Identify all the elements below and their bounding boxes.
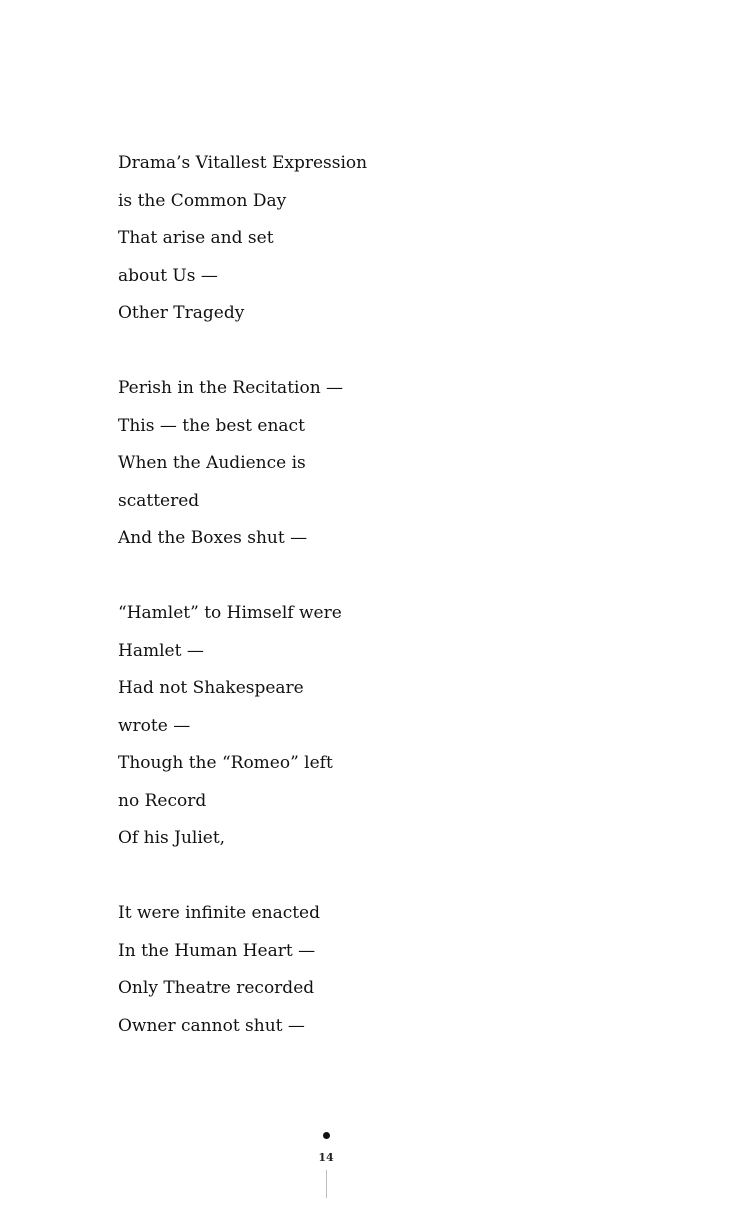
poem-line: When the Audience is [118, 453, 306, 473]
stanza [118, 145, 618, 333]
poem-line: In the Human Heart — [118, 940, 316, 961]
poem-line: about Us — [118, 265, 218, 286]
poem-line: That arise and set [118, 228, 274, 248]
poem-line: Drama’s Vitallest Expression [118, 153, 368, 173]
poem-line: This — the best enact [118, 415, 305, 436]
poem-line: Owner cannot shut — [118, 1015, 305, 1036]
poem-line: no Record [118, 790, 207, 811]
poem-line: Perish in the Recitation — [118, 378, 344, 398]
stanza [118, 895, 618, 1045]
poem-line: Had not Shakespeare [118, 678, 304, 698]
poem-body [118, 145, 618, 1083]
stanza [118, 595, 618, 858]
poem-line: is the Common Day [118, 190, 287, 211]
stanza [118, 370, 618, 558]
poem-line: wrote — [118, 715, 191, 736]
poem-line: Only Theatre recorded [118, 978, 315, 998]
page-number: 14 [318, 1151, 334, 1164]
poem-line: “Hamlet” to Himself were [118, 603, 342, 623]
poem-line: Other Tragedy [118, 303, 245, 323]
poem-line: And the Boxes shut — [118, 528, 308, 548]
poem-line: It were infinite enacted [118, 903, 320, 923]
bullet-dot-icon [323, 1132, 330, 1139]
poem-line: Though the “Romeo” left [118, 753, 333, 773]
poem-line: Hamlet — [118, 640, 204, 661]
poem-line: scattered [118, 490, 200, 511]
footer-rule [326, 1170, 327, 1198]
poem-line: Of his Juliet, [118, 828, 226, 848]
